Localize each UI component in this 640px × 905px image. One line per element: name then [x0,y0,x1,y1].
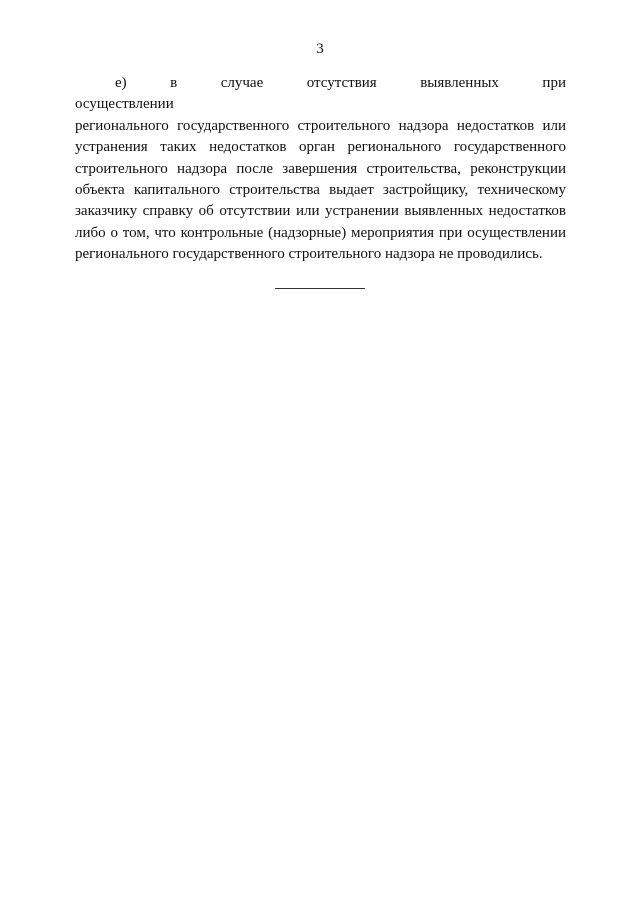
text-line: регионального государственного строительного надзора недостатков или [75,117,566,134]
text-line: регионального государственного строительного надзора не проводились. [75,246,543,263]
text-line: устранения таких недостатков орган регионального государственного [75,139,566,156]
text-line: заказчику справку об отсутствии или устранении выявленных недостатков [75,203,566,220]
end-of-document-rule [275,288,365,289]
text-line: объекта капитального строительства выдает застройщику, техническому [75,182,566,199]
document-body [75,73,566,266]
text-line: строительного надзора после завершения строительства, реконструкции [75,160,566,177]
page-number: 3 [316,41,324,57]
text-line: либо о том, что контрольные (надзорные) мероприятия при осуществлении [75,224,566,241]
text-line: е) в случае отсутствия выявленных при осуществлении [75,75,566,113]
